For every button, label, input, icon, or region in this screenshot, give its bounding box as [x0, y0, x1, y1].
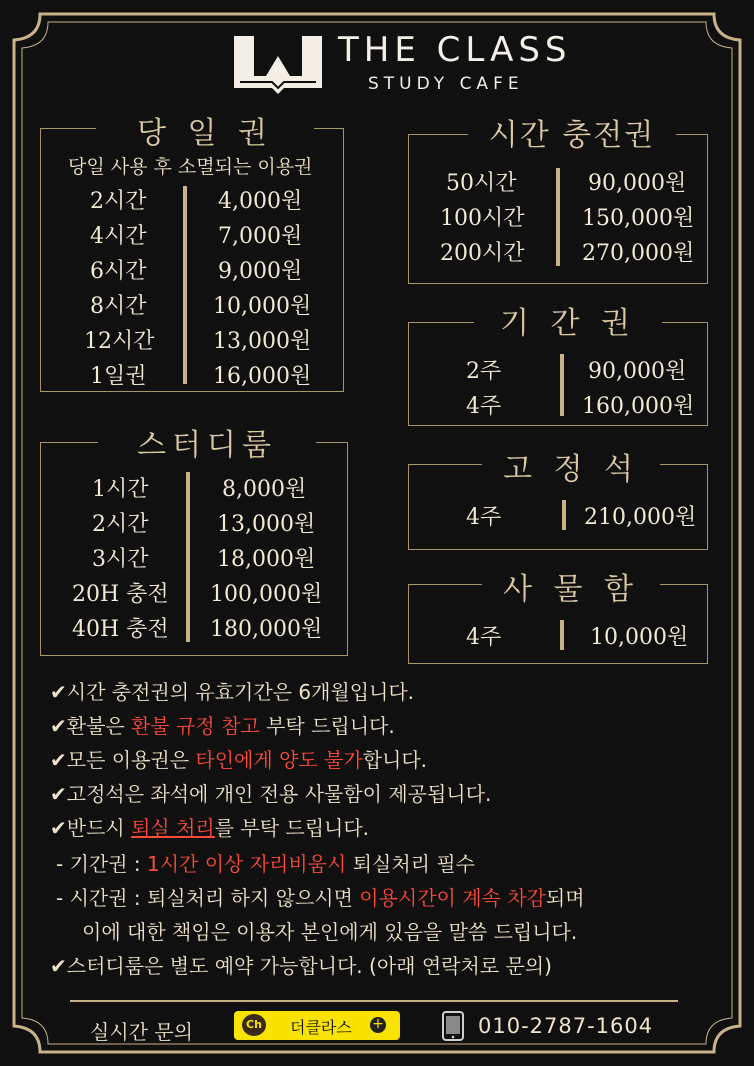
brand-name: THE CLASS: [338, 30, 572, 70]
day-pass-label: 1일권: [90, 364, 147, 389]
time-charge-title: 시간 충전권: [468, 110, 676, 154]
phone-number[interactable]: 010-2787-1604: [478, 1014, 654, 1038]
day-pass-label: 8시간: [90, 294, 147, 319]
day-pass-subtitle: 당일 사용 후 소멸되는 이용권: [68, 156, 313, 178]
time-charge-price: 90,000원: [588, 171, 687, 196]
study-room-label: 1시간: [92, 477, 149, 502]
note-highlight: 이용시간이 계속 차감: [359, 886, 546, 910]
day-pass-price: 13,000원: [213, 329, 312, 354]
phone-icon: [441, 1011, 465, 1041]
plus-icon: +: [370, 1017, 386, 1033]
note-highlight: 1시간 이상 자리비움시: [147, 852, 347, 876]
study-room-price: 100,000원: [210, 582, 323, 607]
note-text: 되며: [545, 886, 585, 910]
period-pass-label: 2주: [466, 359, 502, 384]
note-study-room: ✔스터디룸은 별도 예약 가능합니다. (아래 연락처로 문의): [50, 954, 552, 978]
kakao-channel-icon: Ch: [242, 1014, 266, 1036]
footer-divider: [70, 1000, 678, 1002]
kakao-channel-button[interactable]: [234, 1011, 400, 1040]
day-pass-label: 4시간: [90, 224, 147, 249]
note-text: 를 부탁 드립니다.: [214, 816, 370, 840]
study-room-title: 스터디룸: [98, 420, 316, 464]
locker-title: 사 물 함: [482, 564, 660, 608]
study-room-label: 3시간: [92, 547, 149, 572]
day-pass-title: 당 일 권: [96, 108, 314, 152]
study-room-label: 20H 충전: [72, 582, 169, 607]
time-charge-label: 50시간: [446, 171, 517, 196]
note-transfer: [50, 744, 427, 773]
note-text: ✔반드시: [50, 816, 132, 840]
inquiry-label: 실시간 문의: [90, 1020, 193, 1044]
note-refund: [50, 710, 395, 739]
note-text: 퇴실처리 필수: [346, 852, 475, 876]
note-highlight: 퇴실 처리: [131, 816, 215, 840]
day-pass-label: 12시간: [84, 329, 155, 354]
day-pass-label: 6시간: [90, 259, 147, 284]
fixed-seat-title: 고 정 석: [482, 444, 660, 488]
day-pass-price: 16,000원: [213, 364, 312, 389]
period-pass-title: 기 간 권: [474, 298, 662, 342]
note-validity: ✔시간 충전권의 유효기간은 6개월입니다.: [50, 680, 415, 704]
locker-label: 4주: [466, 625, 502, 650]
note-text: ✔모든 이용권은: [50, 748, 196, 772]
kakao-channel-label: 더클라스: [290, 1018, 352, 1037]
study-room-price: 13,000원: [217, 512, 316, 537]
note-text: 합니다.: [362, 748, 428, 772]
period-pass-price: 160,000원: [582, 394, 695, 419]
study-room-price: 180,000원: [210, 617, 323, 642]
book-logo-icon: [232, 32, 324, 96]
locker-divider: [560, 620, 564, 650]
note-period-rule: [56, 848, 475, 877]
time-charge-label: 200시간: [440, 241, 525, 266]
note-responsibility: 이에 대한 책임은 이용자 본인에게 있음을 말씀 드립니다.: [82, 920, 578, 944]
locker-price: 10,000원: [590, 625, 689, 650]
note-highlight: 타인에게 양도 불가: [195, 748, 363, 772]
note-text: 부탁 드립니다.: [259, 714, 395, 738]
study-room-price: 8,000원: [222, 477, 307, 502]
note-fixed-seat: ✔고정석은 좌석에 개인 전용 사물함이 제공됩니다.: [50, 782, 492, 806]
brand-sub: STUDY CAFE: [368, 74, 524, 94]
fixed-seat-label: 4주: [466, 505, 502, 530]
study-room-divider: [186, 472, 190, 642]
note-text: - 시간권 : 퇴실처리 하지 않으시면: [56, 886, 360, 910]
note-checkout: [50, 812, 369, 841]
time-charge-price: 150,000원: [582, 206, 695, 231]
time-charge-label: 100시간: [440, 206, 525, 231]
period-pass-label: 4주: [466, 394, 502, 419]
note-highlight: 환불 규정 참고: [131, 714, 260, 738]
note-time-rule: [56, 882, 585, 911]
day-pass-price: 7,000원: [218, 224, 303, 249]
day-pass-price: 4,000원: [218, 189, 303, 214]
period-pass-divider: [560, 354, 564, 416]
note-text: ✔환불은: [50, 714, 132, 738]
day-pass-price: 10,000원: [213, 294, 312, 319]
fixed-seat-divider: [562, 500, 566, 530]
fixed-seat-price: 210,000원: [584, 505, 697, 530]
day-pass-label: 2시간: [90, 189, 147, 214]
study-room-label: 40H 충전: [72, 617, 169, 642]
study-room-price: 18,000원: [217, 547, 316, 572]
study-room-label: 2시간: [92, 512, 149, 537]
day-pass-divider: [183, 186, 187, 384]
day-pass-price: 9,000원: [218, 259, 303, 284]
note-text: - 기간권 :: [56, 852, 147, 876]
period-pass-price: 90,000원: [588, 359, 687, 384]
time-charge-price: 270,000원: [582, 241, 695, 266]
time-charge-divider: [556, 168, 560, 266]
